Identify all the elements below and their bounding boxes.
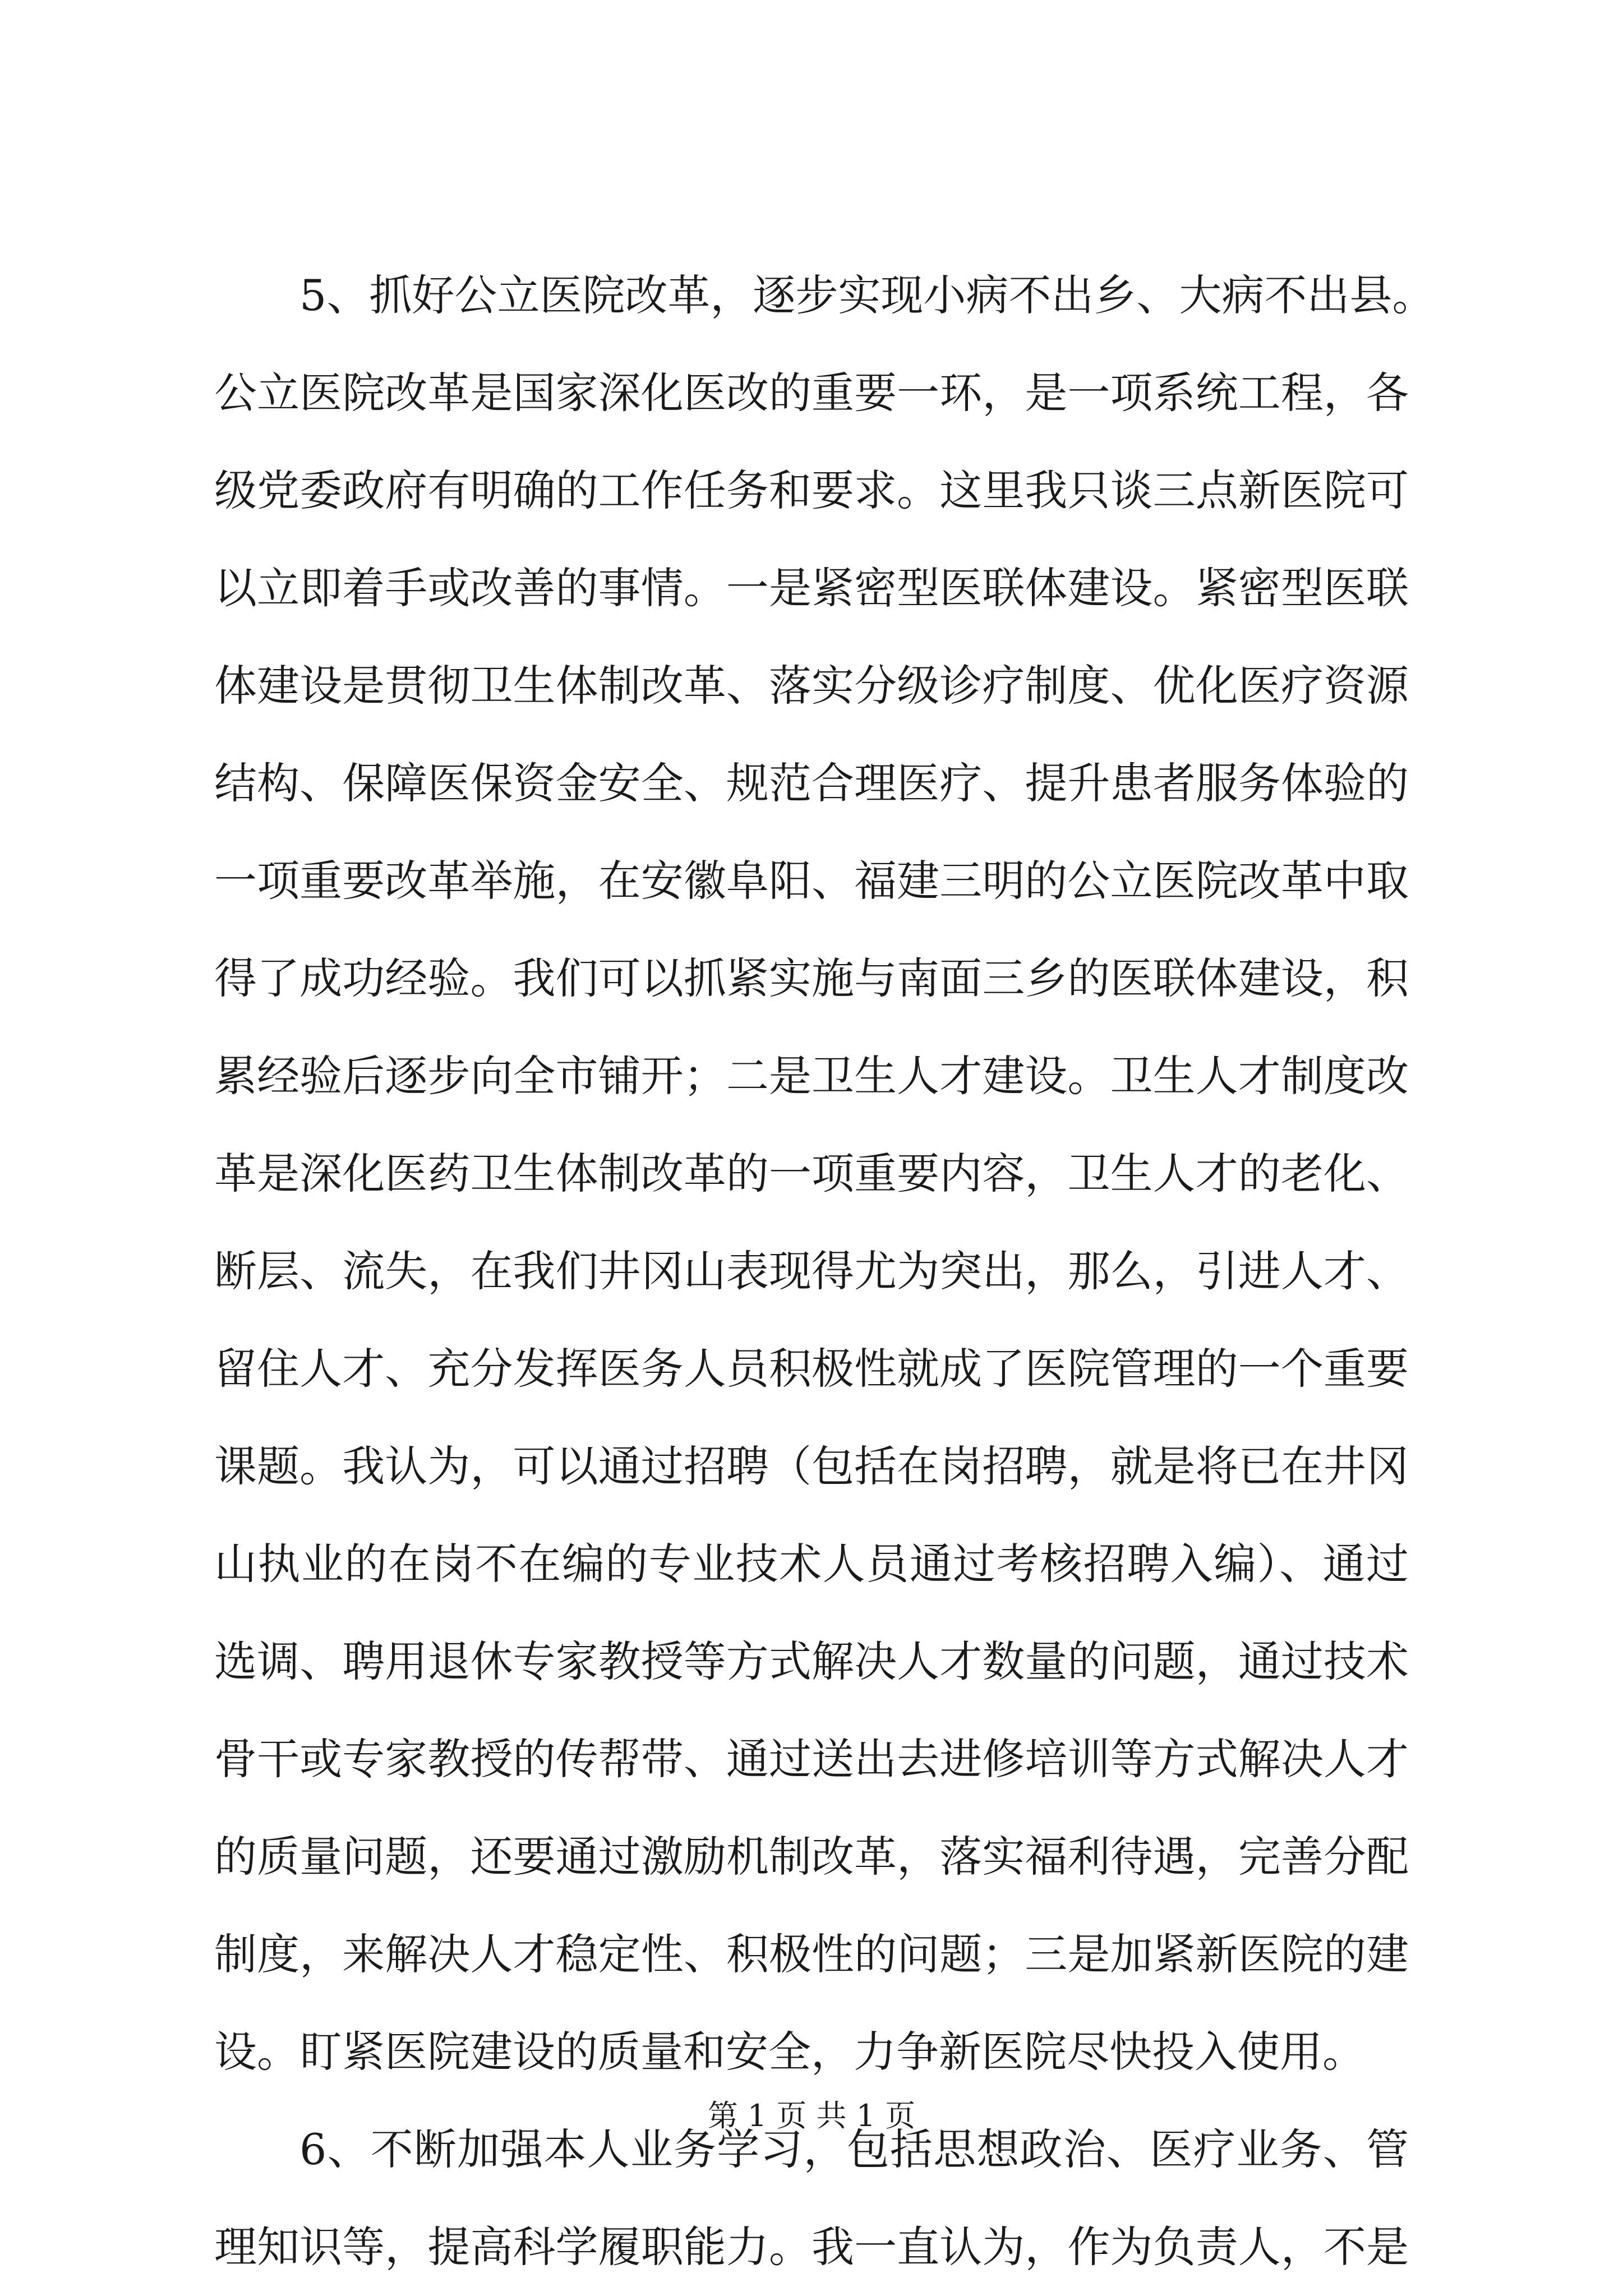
paragraph-line: 一项重要改革举施，在安徽阜阳、福建三明的公立医院改革中取 (214, 856, 1409, 906)
paragraph-line: 选调、聘用退休专家教授等方式解决人才数量的问题，通过技术 (214, 1636, 1409, 1686)
paragraph-line: 级党委政府有明确的工作任务和要求。这里我只谈三点新医院可 (214, 465, 1409, 515)
paragraph-line: 累经验后逐步向全市铺开；二是卫生人才建设。卫生人才制度改 (214, 1051, 1409, 1101)
paragraph-line: 骨干或专家教授的传帮带、通过送出去进修培训等方式解决人才 (214, 1734, 1409, 1784)
paragraph-line: 课题。我认为，可以通过招聘（包括在岗招聘，就是将已在井冈 (214, 1441, 1409, 1491)
paragraph-line: 留住人才、充分发挥医务人员积极性就成了医院管理的一个重要 (214, 1344, 1409, 1394)
paragraph-line: 制度，来解决人才稳定性、积极性的问题；三是加紧新医院的建 (214, 1929, 1409, 1979)
paragraph-line: 山执业的在岗不在编的专业技术人员通过考核招聘入编）、通过 (214, 1539, 1409, 1589)
paragraph-line: 以立即着手或改善的事情。一是紧密型医联体建设。紧密型医联 (214, 563, 1409, 613)
paragraph-line: 的质量问题，还要通过激励机制改革，落实福利待遇，完善分配 (214, 1832, 1409, 1882)
paragraph-line: 6、不断加强本人业务学习，包括思想政治、医疗业务、管 (299, 2124, 1409, 2174)
paragraph-line: 得了成功经验。我们可以抓紧实施与南面三乡的医联体建设，积 (214, 953, 1409, 1003)
paragraph-line: 理知识等，提高科学履职能力。我一直认为，作为负责人，不是 (214, 2222, 1409, 2272)
paragraph-line: 5、抓好公立医院改革，逐步实现小病不出乡、大病不出县。 (299, 270, 1435, 320)
page-footer: 第 1 页 共 1 页 (707, 2098, 916, 2133)
paragraph-line: 革是深化医药卫生体制改革的一项重要内容，卫生人才的老化、 (214, 1149, 1409, 1198)
paragraph-line: 断层、流失，在我们井冈山表现得尤为突出，那么，引进人才、 (214, 1246, 1409, 1296)
paragraph-line: 设。盯紧医院建设的质量和安全，力争新医院尽快投入使用。 (214, 2027, 1365, 2077)
paragraph-line: 公立医院改革是国家深化医改的重要一环，是一项系统工程，各 (214, 368, 1409, 418)
document-body (214, 247, 1435, 2296)
paragraph-line: 体建设是贯彻卫生体制改革、落实分级诊疗制度、优化医疗资源 (214, 661, 1409, 711)
paragraph-line: 结构、保障医保资金安全、规范合理医疗、提升患者服务体验的 (214, 758, 1409, 808)
